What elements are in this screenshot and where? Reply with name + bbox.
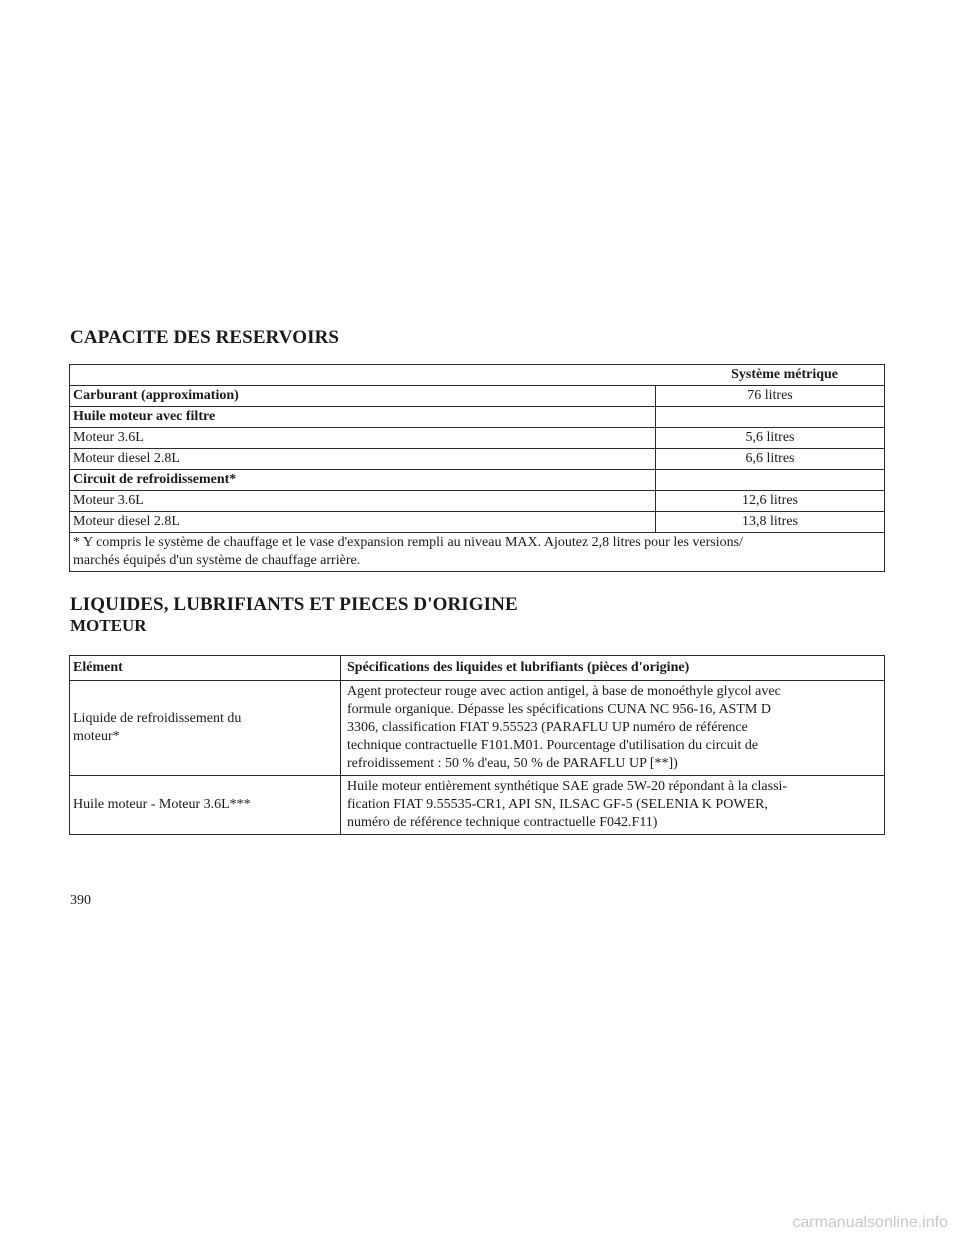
capacity-row-value: 6,6 litres [656, 449, 885, 470]
capacity-row-value [656, 470, 885, 491]
page-number: 390 [70, 893, 91, 908]
element-line: Huile moteur - Moteur 3.6L*** [73, 797, 251, 812]
spec-line: technique contractuelle F101.M01. Pourcentage d'utilisation du circuit de [347, 738, 759, 753]
metric-system-header: Système métrique [70, 365, 885, 386]
liquids-row [70, 776, 885, 835]
element-header: Elément [70, 656, 341, 681]
capacity-row [70, 407, 885, 428]
capacity-row-value: 5,6 litres [656, 428, 885, 449]
spec-line: 3306, classification FIAT 9.55523 (PARAFLU UP numéro de référence [347, 720, 748, 735]
capacity-row-label: Huile moteur avec filtre [70, 407, 656, 428]
engine-subtitle: MOTEUR [70, 616, 147, 635]
footnote-line: * Y compris le système de chauffage et le vase d'expansion rempli au niveau MAX. Ajoutez 2,8 litres pour les versions/ [73, 535, 743, 550]
capacity-row [70, 491, 885, 512]
liquid-element [70, 681, 341, 776]
capacity-table [69, 364, 885, 572]
capacity-row-value: 76 litres [656, 386, 885, 407]
liquids-section-title: LIQUIDES, LUBRIFIANTS ET PIECES D'ORIGINE [70, 594, 518, 615]
capacity-header-row [70, 365, 885, 386]
capacity-row [70, 470, 885, 491]
capacity-row-label: Circuit de refroidissement* [70, 470, 656, 491]
capacity-row [70, 386, 885, 407]
element-line: moteur* [73, 729, 120, 744]
watermark: carmanualsonline.info [792, 1214, 948, 1231]
spec-line: formule organique. Dépasse les spécifications CUNA NC 956-16, ASTM D [347, 702, 771, 717]
capacity-row-label: Carburant (approximation) [70, 386, 656, 407]
liquid-spec [341, 776, 885, 835]
spec-line: Huile moteur entièrement synthétique SAE grade 5W-20 répondant à la classi- [347, 779, 788, 794]
capacity-section-title: CAPACITE DES RESERVOIRS [70, 327, 340, 348]
spec-line: fication FIAT 9.55535-CR1, API SN, ILSAC GF-5 (SELENIA K POWER, [347, 797, 768, 812]
liquids-row [70, 681, 885, 776]
capacity-footnote [70, 533, 885, 572]
liquids-header-row [70, 656, 885, 681]
capacity-row-value: 13,8 litres [656, 512, 885, 533]
liquid-spec [341, 681, 885, 776]
capacity-row-label: Moteur diesel 2.8L [70, 512, 656, 533]
spec-line: refroidissement : 50 % d'eau, 50 % de PARAFLU UP [**]) [347, 756, 678, 771]
spec-line: Agent protecteur rouge avec action antigel, à base de monoéthyle glycol avec [347, 684, 781, 699]
capacity-row [70, 449, 885, 470]
capacity-row-label: Moteur diesel 2.8L [70, 449, 656, 470]
capacity-row-label: Moteur 3.6L [70, 491, 656, 512]
spec-header: Spécifications des liquides et lubrifiants (pièces d'origine) [341, 656, 885, 681]
footnote-line: marchés équipés d'un système de chauffage arrière. [73, 553, 361, 568]
capacity-footnote-row [70, 533, 885, 572]
capacity-row-value [656, 407, 885, 428]
element-line: Liquide de refroidissement du [73, 711, 242, 726]
liquids-table [69, 655, 885, 835]
capacity-row-value: 12,6 litres [656, 491, 885, 512]
spec-line: numéro de référence technique contractuelle F042.F11) [347, 815, 658, 830]
capacity-row [70, 428, 885, 449]
capacity-row [70, 512, 885, 533]
capacity-row-label: Moteur 3.6L [70, 428, 656, 449]
liquid-element [70, 776, 341, 835]
